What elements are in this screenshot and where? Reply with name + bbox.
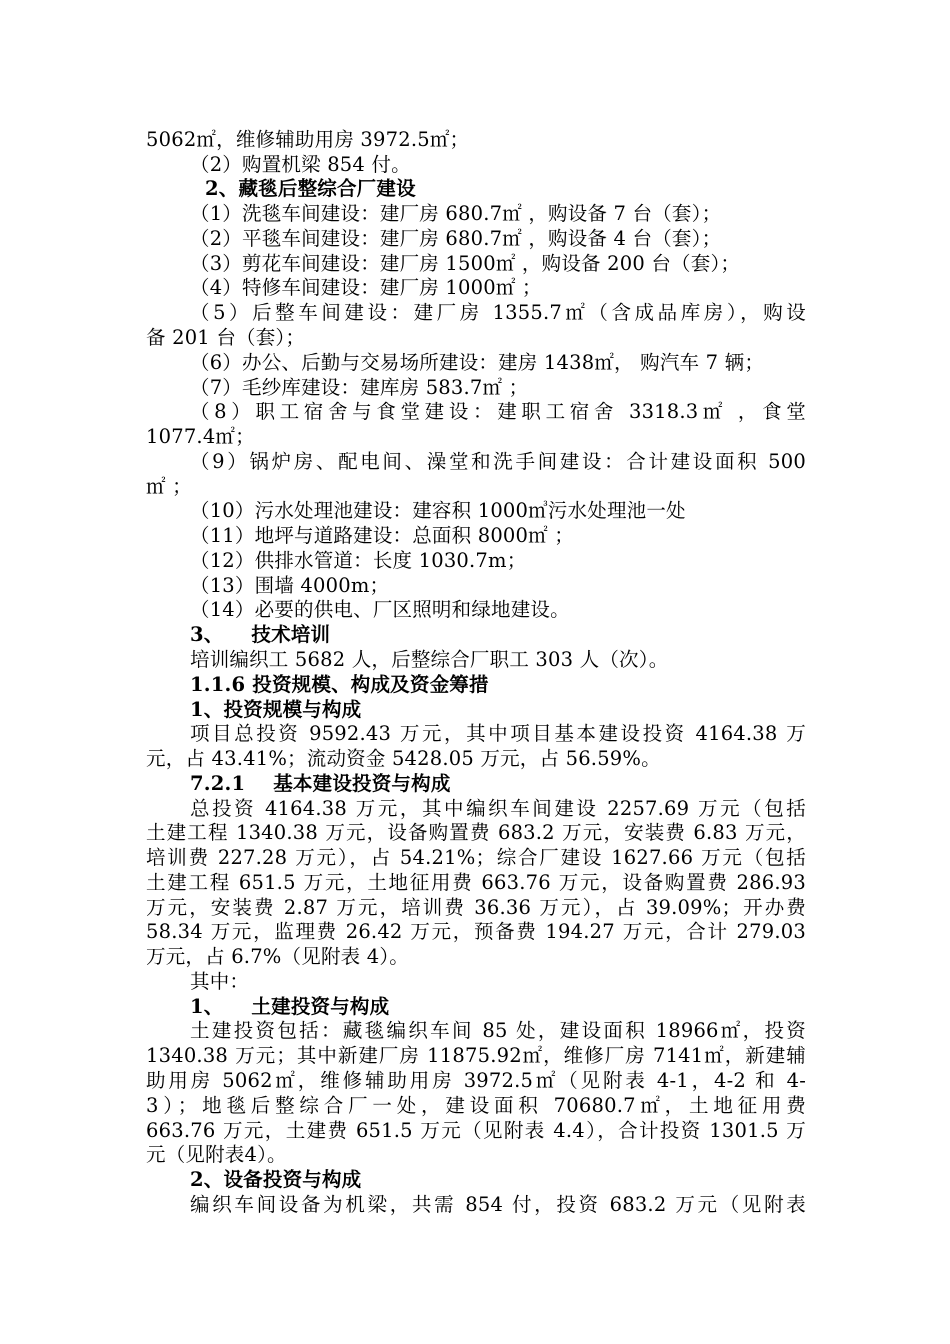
text-line: （10）污水处理池建设：建容积 1000㎥污水处理池一处 (190, 499, 686, 522)
text-line: （13）围墙 4000m； (190, 574, 390, 597)
text-line: （3）剪花车间建设：建厂房 1500㎡ ，购设备 200 台（套）； (190, 252, 741, 275)
text-line: 58.34 万元，监理费 26.42 万元，预备费 194.27 万元，合计 279.03 (146, 920, 806, 943)
section-heading: 2、设备投资与构成 (190, 1168, 362, 1191)
text-line: （7）毛纱库建设：建库房 583.7㎡ ； (190, 376, 529, 399)
text-line: （2）购置机梁 854 付。 (190, 153, 411, 176)
text-line: （5）后整车间建设：建厂房 1355.7㎡（含成品库房），购设 (190, 301, 806, 324)
text-line: 元，占 43.41%；流动资金 5428.05 万元，占 56.59%。 (146, 747, 661, 770)
text-line: 1077.4㎡； (146, 425, 255, 448)
text-line: （9）锅炉房、配电间、澡堂和洗手间建设：合计建设面积 500 (190, 450, 806, 473)
text-line: 土建工程 1340.38 万元，设备购置费 683.2 万元，安装费 6.83 万元， (146, 821, 806, 844)
text-line: 培训编织工 5682 人，后整综合厂职工 303 人（次）。 (190, 648, 669, 671)
text-line: （2）平毯车间建设：建厂房 680.7㎡ ，购设备 4 台（套）； (190, 227, 722, 250)
text-line: （14）必要的供电、厂区照明和绿地建设。 (190, 598, 570, 621)
text-line: ㎡ ； (146, 475, 192, 498)
text-line: 培训费 227.28 万元），占 54.21%；综合厂建设 1627.66 万元（包括 (146, 846, 806, 869)
text-line: （11）地坪与道路建设：总面积 8000㎡ ； (190, 524, 574, 547)
text-line: （4）特修车间建设：建厂房 1000㎡ ； (190, 276, 542, 299)
text-line: 其中： (190, 970, 250, 993)
text-line: （1）洗毯车间建设：建厂房 680.7㎡ ，购设备 7 台（套）； (190, 202, 722, 225)
text-line: 编织车间设备为机梁，共需 854 付，投资 683.2 万元（见附表 (190, 1193, 806, 1216)
text-line: 3）；地毯后整综合厂一处，建设面积 70680.7㎡，土地征用费 (146, 1094, 806, 1117)
text-line: 土建工程 651.5 万元，土地征用费 663.76 万元，设备购置费 286.93 (146, 871, 806, 894)
text-line: 总投资 4164.38 万元，其中编织车间建设 2257.69 万元（包括 (190, 797, 806, 820)
section-heading: 1、 土建投资与构成 (190, 995, 390, 1018)
text-line: 项目总投资 9592.43 万元，其中项目基本建设投资 4164.38 万 (190, 722, 806, 745)
text-line: （8）职工宿舍与食堂建设：建职工宿舍 3318.3㎡ ，食堂 (190, 400, 806, 423)
section-heading: 2、藏毯后整综合厂建设 (205, 177, 416, 200)
text-line: 663.76 万元，土建费 651.5 万元（见附表 4.4），合计投资 1301.5 万 (146, 1119, 806, 1142)
text-line: 备 201 台（套）； (146, 326, 306, 349)
text-line: （6）办公、后勤与交易场所建设：建房 1438㎡， 购汽车 7 辆； (190, 351, 765, 374)
text-line: 万元，占 6.7%（见附表 4）。 (146, 945, 409, 968)
text-line: 助用房 5062㎡，维修辅助用房 3972.5㎡（见附表 4-1，4-2 和 4- (146, 1069, 806, 1092)
text-line: 5062㎡，维修辅助用房 3972.5㎡； (146, 128, 470, 151)
text-line: 1340.38 万元；其中新建厂房 11875.92㎡，维修厂房 7141㎡，新建辅 (146, 1044, 806, 1067)
section-heading: 3、 技术培训 (190, 623, 331, 646)
text-line: 万元，安装费 2.87 万元，培训费 36.36 万元），占 39.09%；开办费 (146, 896, 806, 919)
text-line: 元（见附表4）。 (146, 1143, 287, 1166)
text-line: （12）供排水管道：长度 1030.7m； (190, 549, 527, 572)
text-line: 土建投资包括：藏毯编织车间 85 处，建设面积 18966㎡，投资 (190, 1019, 806, 1042)
section-heading: 1.1.6 投资规模、构成及资金筹措 (190, 673, 489, 696)
section-heading: 7.2.1 基本建设投资与构成 (190, 772, 451, 795)
section-heading: 1、投资规模与构成 (190, 698, 362, 721)
